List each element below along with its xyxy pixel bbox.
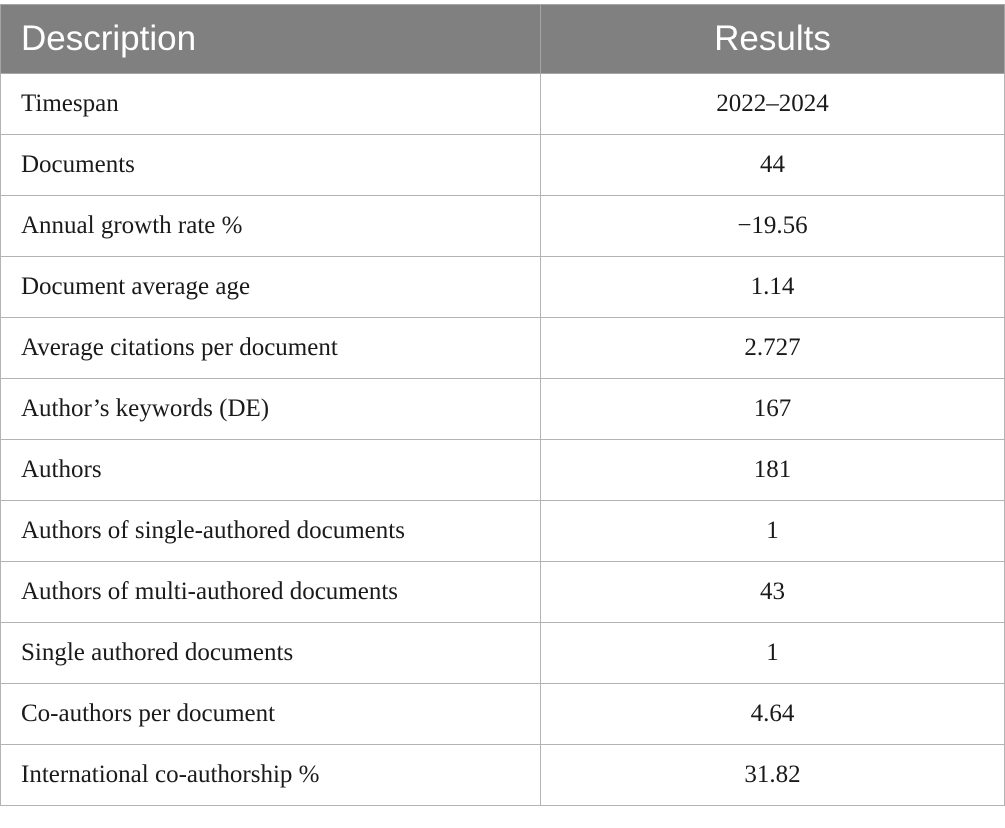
table-row xyxy=(1,74,1005,135)
row-result: 2.727 xyxy=(541,318,1005,379)
header-results: Results xyxy=(541,5,1005,74)
table-row xyxy=(1,257,1005,318)
row-result: 43 xyxy=(541,562,1005,623)
table-row xyxy=(1,318,1005,379)
table-row xyxy=(1,501,1005,562)
row-description: Timespan xyxy=(1,74,541,135)
row-result: 31.82 xyxy=(541,745,1005,806)
row-description: International co-authorship % xyxy=(1,745,541,806)
row-description: Authors of single-authored documents xyxy=(1,501,541,562)
row-result: −19.56 xyxy=(541,196,1005,257)
row-result: 1 xyxy=(541,501,1005,562)
table-row xyxy=(1,623,1005,684)
row-description: Annual growth rate % xyxy=(1,196,541,257)
row-result: 4.64 xyxy=(541,684,1005,745)
row-description: Co-authors per document xyxy=(1,684,541,745)
row-result: 2022–2024 xyxy=(541,74,1005,135)
row-description: Authors xyxy=(1,440,541,501)
row-result: 1.14 xyxy=(541,257,1005,318)
row-description: Single authored documents xyxy=(1,623,541,684)
header-row xyxy=(1,5,1005,74)
table-row xyxy=(1,745,1005,806)
row-description: Document average age xyxy=(1,257,541,318)
row-description: Author’s keywords (DE) xyxy=(1,379,541,440)
table-row xyxy=(1,684,1005,745)
table-row xyxy=(1,379,1005,440)
summary-table xyxy=(0,4,1005,806)
row-description: Documents xyxy=(1,135,541,196)
table-row xyxy=(1,196,1005,257)
row-result: 167 xyxy=(541,379,1005,440)
row-description: Average citations per document xyxy=(1,318,541,379)
table-row xyxy=(1,562,1005,623)
row-result: 1 xyxy=(541,623,1005,684)
summary-table-container xyxy=(0,4,1004,806)
row-result: 181 xyxy=(541,440,1005,501)
table-row xyxy=(1,440,1005,501)
table-row xyxy=(1,135,1005,196)
header-description: Description xyxy=(1,5,541,74)
table-body xyxy=(1,74,1005,806)
table-header xyxy=(1,5,1005,74)
row-result: 44 xyxy=(541,135,1005,196)
row-description: Authors of multi-authored documents xyxy=(1,562,541,623)
